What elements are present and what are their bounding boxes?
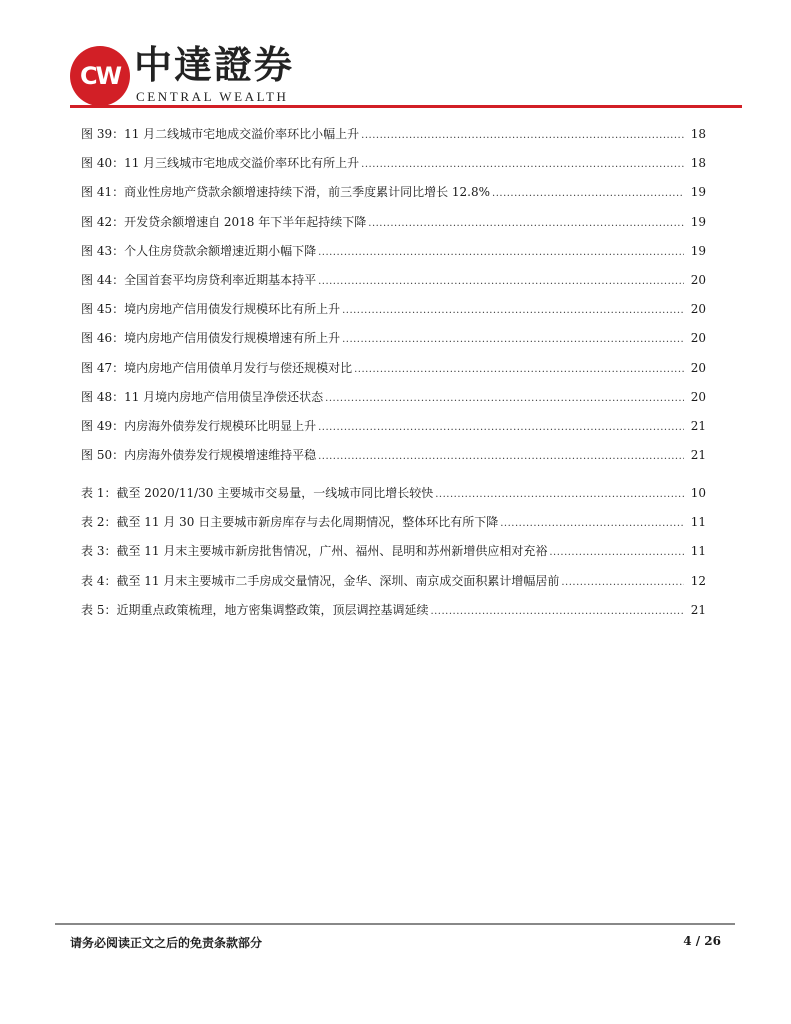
toc-entry-label: 图 39：11 月二线城市宅地成交溢价率环比小幅上升 [81,127,360,141]
toc-entry-fig49[interactable] [81,417,706,446]
toc-entry-label: 图 44：全国首套平均房贷利率近期基本持平 [81,272,317,287]
toc-entry-table5[interactable] [81,601,706,630]
toc-leader-dots [361,130,684,141]
toc-entry-label: 图 42：开发贷余额增速自 2018 年下半年起持续下降 [81,214,367,229]
toc-entry-page: 20 [690,389,706,404]
toc-leader-dots [435,489,684,500]
toc-entry-page: 20 [690,360,706,375]
toc-entry-table1[interactable] [81,484,706,513]
toc-entry-page: 20 [690,331,706,346]
toc-leader-dots [342,305,684,316]
toc-entry-page: 18 [690,127,706,141]
toc-leader-dots [318,276,684,287]
toc-leader-dots [318,422,684,433]
toc-entry-fig50[interactable] [81,446,706,475]
brand-logo [70,46,130,106]
toc-entry-page: 21 [690,448,706,463]
toc-entry-fig44[interactable] [81,271,706,300]
toc-entry-label: 图 50：内房海外债券发行规模增速维持平稳 [81,448,317,463]
toc-entry-page: 21 [690,602,706,617]
toc-leader-dots [318,247,684,258]
toc-leader-dots [368,218,684,229]
toc-entry-page: 12 [690,573,706,588]
toc-entry-fig40[interactable] [81,154,706,183]
toc-entry-page: 20 [690,302,706,317]
toc-entry-fig46[interactable] [81,329,706,358]
toc-leader-dots [492,188,684,199]
toc-entry-table2[interactable] [81,513,706,542]
toc-entry-fig45[interactable] [81,300,706,329]
toc-entry-label: 图 46：境内房地产信用债发行规模增速有所上升 [81,331,341,346]
footer-disclaimer: 请务必阅读正文之后的免责条款部分 [70,936,263,950]
toc-entry-fig39[interactable] [81,125,706,154]
toc-leader-dots [500,518,684,529]
toc-entry-page: 11 [690,544,706,559]
toc-entry-label: 图 47：境内房地产信用债单月发行与偿还规模对比 [81,360,353,375]
brand-name-en: CENTRAL WEALTH [136,89,289,104]
toc-entry-label: 表 1：截至 2020/11/30 主要城市交易量，一线城市同比增长较快 [81,486,434,500]
toc-entry-label: 表 4：截至 11 月末主要城市二手房成交量情况，金华、深圳、南京成交面积累计增幅居前 [81,573,560,588]
toc-entry-fig41[interactable] [81,183,706,212]
table-list [81,484,706,630]
toc-entry-fig42[interactable] [81,213,706,242]
logo-text: CW [79,62,121,90]
toc-entry-fig47[interactable] [81,359,706,388]
toc-leader-dots [342,334,684,345]
toc-entry-label: 图 40：11 月三线城市宅地成交溢价率环比有所上升 [81,156,360,171]
toc-leader-dots [318,451,684,462]
toc-entry-page: 19 [690,185,706,200]
toc-leader-dots [561,577,684,588]
toc-entry-label: 图 49：内房海外债券发行规模环比明显上升 [81,418,317,433]
toc-leader-dots [430,606,684,617]
brand-name-cn: 中達證券 [134,43,295,87]
toc-leader-dots [549,547,684,558]
footer-divider [55,923,735,925]
figure-list [81,125,706,475]
toc-entry-page: 20 [690,272,706,287]
toc-leader-dots [354,364,684,375]
toc-entry-page: 19 [690,243,706,258]
toc-entry-page: 21 [690,418,706,433]
toc-entry-page: 10 [690,486,706,500]
toc-entry-label: 图 43：个人住房贷款余额增速近期小幅下降 [81,243,317,258]
toc-entry-table4[interactable] [81,572,706,601]
toc-entry-page: 18 [690,156,706,171]
header-divider [70,105,742,108]
toc-entry-label: 表 3：截至 11 月末主要城市新房批售情况，广州、福州、昆明和苏州新增供应相对充裕 [81,544,548,559]
toc-leader-dots [361,159,684,170]
toc-entry-label: 表 5：近期重点政策梳理，地方密集调整政策，顶层调控基调延续 [81,602,429,617]
toc-entry-label: 图 48：11 月境内房地产信用债呈净偿还状态 [81,389,324,404]
toc-entry-label: 图 41：商业性房地产贷款余额增速持续下滑，前三季度累计同比增长 12.8% [81,185,491,200]
toc-entry-fig48[interactable] [81,388,706,417]
toc-entry-label: 图 45：境内房地产信用债发行规模环比有所上升 [81,302,341,317]
toc-entry-page: 19 [690,214,706,229]
page-number: 4 / 26 [683,934,721,948]
toc-entry-fig43[interactable] [81,242,706,271]
toc-entry-label: 表 2：截至 11 月 30 日主要城市新房库存与去化周期情况，整体环比有所下降 [81,515,499,530]
toc-entry-page: 11 [690,515,706,530]
page-header [0,0,791,108]
toc-entry-table3[interactable] [81,542,706,571]
toc-leader-dots [325,393,684,404]
